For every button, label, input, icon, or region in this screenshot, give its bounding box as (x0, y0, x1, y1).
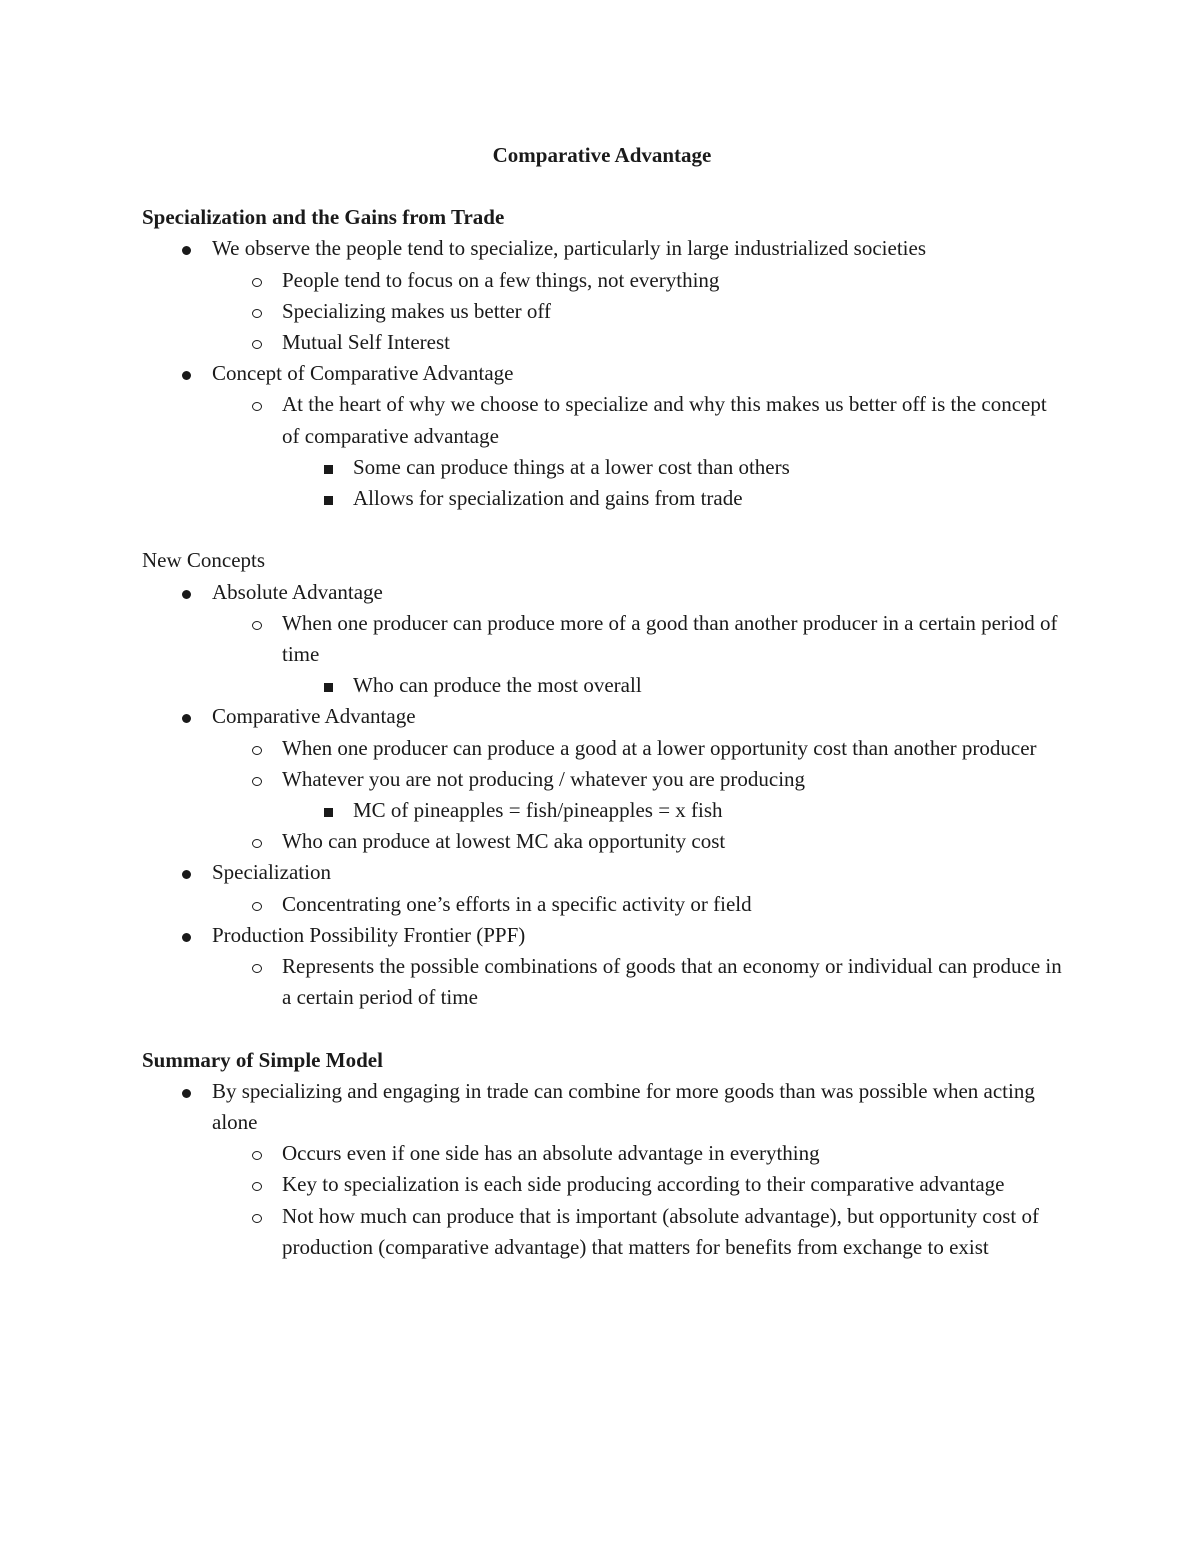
list-item (142, 795, 1062, 826)
list-item (142, 764, 1062, 795)
section2-list (142, 577, 1062, 1014)
list-item (142, 951, 1062, 1013)
filled-bullet-icon (176, 857, 196, 888)
list-item-text: Represents the possible combinations of goods that an economy or individual can produce in a certain period of time (282, 954, 1062, 1010)
hollow-bullet-icon (247, 327, 267, 358)
list-item-text: Occurs even if one side has an absolute advantage in everything (282, 1141, 820, 1166)
list-item (142, 889, 1062, 920)
hollow-bullet-icon (247, 951, 267, 982)
square-bullet-icon (318, 452, 338, 483)
list-item (142, 826, 1062, 857)
list-item-text: Allows for specialization and gains from trade (353, 486, 743, 511)
list-item (142, 577, 1062, 608)
list-item-text: Mutual Self Interest (282, 330, 450, 355)
filled-bullet-icon (176, 701, 196, 732)
list-item (142, 701, 1062, 732)
square-bullet-icon (318, 483, 338, 514)
filled-bullet-icon (176, 920, 196, 951)
list-item-text: Specialization (212, 860, 331, 885)
list-item-text: Production Possibility Frontier (PPF) (212, 922, 526, 947)
document-page (142, 140, 1062, 1263)
list-item-text: Absolute Advantage (212, 579, 383, 604)
list-item (142, 358, 1062, 389)
list-item-text: Comparative Advantage (212, 704, 416, 729)
list-item-text: When one producer can produce more of a good than another producer in a certain period of time (282, 610, 1058, 667)
hollow-bullet-icon (247, 1138, 267, 1169)
list-item-text: Who can produce at lowest MC aka opportunity cost (282, 829, 726, 854)
list-item-text: Specializing makes us better off (282, 298, 552, 323)
hollow-bullet-icon (247, 826, 267, 857)
list-item (142, 857, 1062, 888)
list-item (142, 733, 1062, 764)
list-item (142, 608, 1062, 670)
hollow-bullet-icon (247, 1201, 267, 1232)
list-item (142, 265, 1062, 296)
list-item (142, 920, 1062, 951)
filled-bullet-icon (176, 577, 196, 608)
section3-list (142, 1076, 1062, 1263)
list-item (142, 1169, 1062, 1200)
list-item (142, 327, 1062, 358)
filled-bullet-icon (176, 233, 196, 264)
list-item-text: Not how much can produce that is important (absolute advantage), but opportunity cost of production (comparative advantage) that matters for benefits from exchange to exist (282, 1203, 1039, 1259)
list-item (142, 296, 1062, 327)
list-item-text: Who can produce the most overall (353, 673, 642, 698)
section-heading-summary: Summary of Simple Model (142, 1047, 383, 1072)
hollow-bullet-icon (247, 764, 267, 795)
list-item-text: Whatever you are not producing / whatever you are producing (282, 766, 806, 791)
hollow-bullet-icon (247, 608, 267, 639)
list-item (142, 389, 1062, 451)
list-item (142, 1138, 1062, 1169)
hollow-bullet-icon (247, 733, 267, 764)
list-item (142, 483, 1062, 514)
spacer (142, 514, 1062, 545)
list-item-text: By specializing and engaging in trade can combine for more goods than was possible when acting alone (212, 1078, 1035, 1135)
list-item-text: Concept of Comparative Advantage (212, 361, 514, 386)
list-item-text: MC of pineapples = fish/pineapples = x fish (353, 798, 723, 823)
section1-list (142, 233, 1062, 514)
list-item-text: When one producer can produce a good at a lower opportunity cost than another producer (282, 735, 1037, 760)
list-item-text: At the heart of why we choose to specialize and why this makes us better off is the concept of comparative advantage (282, 392, 1047, 448)
list-item (142, 670, 1062, 701)
spacer (142, 1013, 1062, 1044)
section-heading-new-concepts: New Concepts (142, 548, 266, 573)
list-item (142, 452, 1062, 483)
list-item-text: Concentrating one’s efforts in a specific activity or field (282, 891, 752, 916)
list-item-text: People tend to focus on a few things, not everything (282, 267, 720, 292)
list-item-text: Key to specialization is each side producing according to their comparative advantage (282, 1172, 1005, 1197)
filled-bullet-icon (176, 358, 196, 389)
document-title: Comparative Advantage (492, 143, 712, 167)
section-heading-specialization: Specialization and the Gains from Trade (142, 205, 505, 230)
hollow-bullet-icon (247, 1169, 267, 1200)
hollow-bullet-icon (247, 296, 267, 327)
hollow-bullet-icon (247, 889, 267, 920)
list-item (142, 1076, 1062, 1138)
list-item (142, 233, 1062, 264)
hollow-bullet-icon (247, 265, 267, 296)
filled-bullet-icon (176, 1076, 196, 1107)
square-bullet-icon (318, 795, 338, 826)
list-item-text: We observe the people tend to specialize, particularly in large industrialized societies (212, 236, 926, 261)
hollow-bullet-icon (247, 389, 267, 420)
list-item-text: Some can produce things at a lower cost than others (353, 454, 790, 479)
square-bullet-icon (318, 670, 338, 701)
list-item (142, 1201, 1062, 1263)
